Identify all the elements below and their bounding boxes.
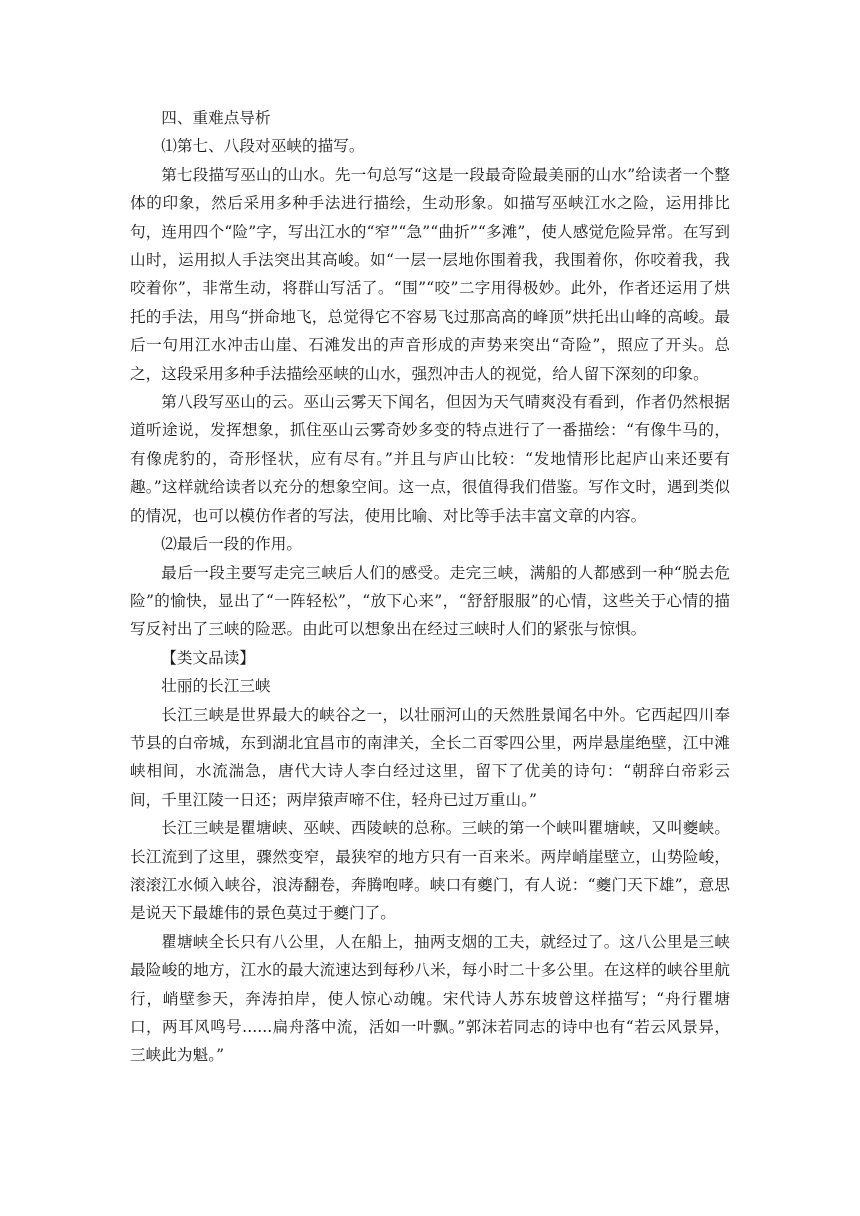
article-title: 壮丽的长江三峡 [161, 677, 271, 696]
section-heading: 四、重难点导析 [161, 109, 271, 127]
subsection-title-2: ⑵最后一段的作用。 [161, 535, 302, 554]
article-paragraph-1: 长江三峡是世界最大的峡谷之一，以壮丽河山的天然胜景闻名中外。它西起四川奉节县的白帝城，东到湖北宜昌市的南津关，全长二百零四公里，两岸悬崖绝壁，江中滩峡相间，水流湍急，唐代大诗人李白经过这里，留下了优美的诗句：“朝辞白帝彩云间，千里江陵一日还；两岸猿声啼不住，轻舟已过万重山。” [130, 705, 730, 809]
paragraph-eighth-section: 第八段写巫山的云。巫山云雾天下闻名，但因为天气晴爽没有看到，作者仍然根据道听途说，发挥想象，抓住巫山云雾奇妙多变的特点进行了一番描绘：“有像牛马的，有像虎豹的，奇形怪状，应有尽有。”并且与庐山比较：“发地情形比起庐山来还要有趣。”这样就给读者以充分的想象空间。这一点，很值得我们借鉴。写作文时，遇到类似的情况，也可以模仿作者的写法，使用比喻、对比等手法丰富文章的内容。 [130, 393, 730, 525]
reading-heading: 【类文品读】 [161, 648, 256, 667]
paragraph-last-section: 最后一段主要写走完三峡后人们的感受。走完三峡，满船的人都感到一种“脱去危险”的愉快，显出了“一阵轻松”，“放下心来”，“舒舒服服”的心情，这些关于心情的描写反衬出了三峡的险恶。由此可以想象出在经过三峡时人们的紧张与惊惧。 [130, 563, 730, 639]
subsection-title-1: ⑴第七、八段对巫峡的描写。 [161, 137, 365, 156]
article-paragraph-2: 长江三峡是瞿塘峡、巫峡、西陵峡的总称。三峡的第一个峡叫瞿塘峡，又叫夔峡。长江流到了这里，骤然变窄，最狭窄的地方只有一百来米。两岸峭崖壁立，山势险峻，滚滚江水倾入峡谷，浪涛翻卷，奔腾咆哮。峡口有夔门，有人说：“夔门天下雄”，意思是说天下最雄伟的景色莫过于夔门了。 [130, 819, 730, 923]
document-page [130, 104, 730, 1070]
article-paragraph-3: 瞿塘峡全长只有八公里，人在船上，抽两支烟的工夫，就经过了。这八公里是三峡最险峻的地方，江水的最大流速达到每秒八米，每小时二十多公里。在这样的峡谷里航行，峭壁参天，奔涛拍岸，使人惊心动魄。宋代诗人苏东坡曾这样描写；“舟行瞿塘口，两耳风鸣号......扁舟落中流，活如一叶飘。”郭沫若同志的诗中也有“若云风景异，三峡此为魁。” [130, 932, 730, 1065]
paragraph-seventh-section: 第七段描写巫山的山水。先一句总写“这是一段最奇险最美丽的山水”给读者一个整体的印象，然后采用多种手法进行描绘，生动形象。如描写巫峡江水之险，运用排比句，连用四个“险”字，写出江水的“窄”“急”“曲折”“多滩”，使人感觉危险异常。在写到山时，运用拟人手法突出其高峻。如“一层一层地你围着我，我围着你，你咬着我，我咬着你”，非常生动，将群山写活了。“围”“咬”二字用得极妙。此外，作者还运用了烘托的手法，用鸟“拼命地飞，总觉得它不容易飞过那高高的峰顶”烘托出山峰的高峻。最后一句用江水冲击山崖、石滩发出的声音形成的声势来突出“奇险”，照应了开头。总之，这段采用多种手法描绘巫峡的山水，强烈冲击人的视觉，给人留下深刻的印象。 [130, 165, 730, 383]
